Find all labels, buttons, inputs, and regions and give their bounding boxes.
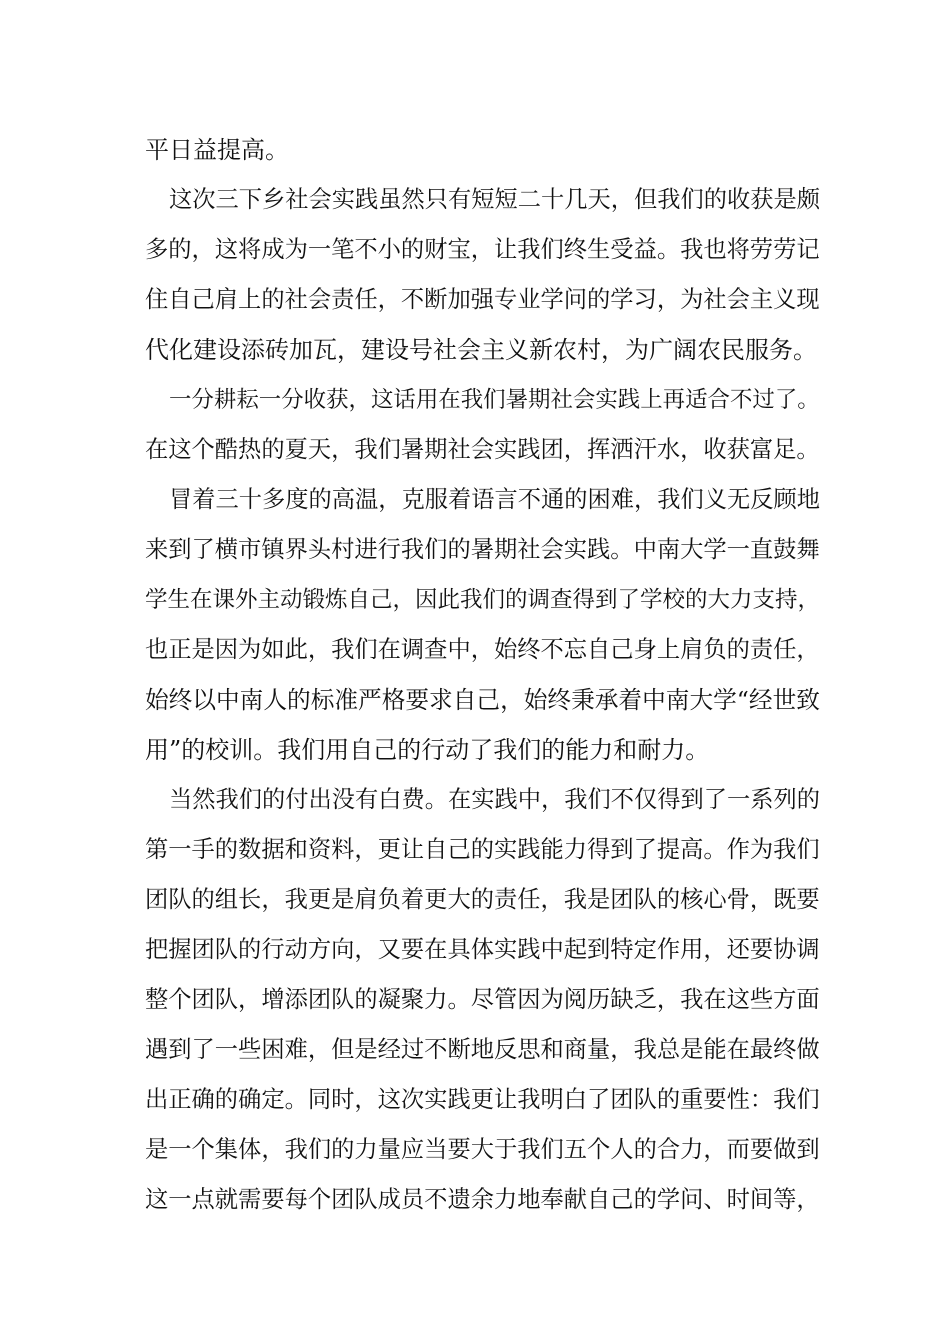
text-line: 冒着三十多度的高温，克服着语言不通的困难，我们义无反顾地 bbox=[169, 486, 821, 513]
text-line: 第一手的数据和资料，更让自己的实践能力得到了提高。作为我们 bbox=[145, 836, 820, 863]
text-line: 在这个酷热的夏天，我们暑期社会实践团，挥洒汗水，收获富足。 bbox=[145, 436, 820, 463]
text-line: 学生在课外主动锻炼自己，因此我们的调查得到了学校的大力支持， bbox=[145, 587, 821, 613]
text-line: 这次三下乡社会实践虽然只有短短二十几天，但我们的收获是颇 bbox=[169, 186, 821, 213]
text-line: 整个团队，增添团队的凝聚力。尽管因为阅历缺乏，我在这些方面 bbox=[145, 986, 820, 1013]
text-line: 遇到了一些困难，但是经过不断地反思和商量，我总是能在最终做 bbox=[145, 1036, 820, 1063]
text-line: 多的，这将成为一笔不小的财宝，让我们终生受益。我也将劳劳记 bbox=[145, 236, 820, 263]
text-line: 是一个集体，我们的力量应当要大于我们五个人的合力，而要做到 bbox=[145, 1136, 820, 1163]
text-line: 这一点就需要每个团队成员不遗余力地奉献自己的学问、时间等， bbox=[145, 1186, 820, 1213]
text-line: 也正是因为如此，我们在调查中，始终不忘自己身上肩负的责任， bbox=[145, 636, 820, 663]
text-line: 把握团队的行动方向，又要在具体实践中起到特定作用，还要协调 bbox=[145, 936, 820, 963]
text-line: 来到了横市镇界头村进行我们的暑期社会实践。中南大学一直鼓舞 bbox=[145, 536, 820, 563]
text-line: 始终以中南人的标准严格要求自己，始终秉承着中南大学“经世致 bbox=[145, 686, 820, 714]
text-line: 代化建设添砖加瓦，建设号社会主义新农村，为广阔农民服务。 bbox=[145, 336, 817, 364]
text-line: 平日益提高。 bbox=[145, 136, 289, 164]
text-line: 住自己肩上的社会责任，不断加强专业学问的学习，为社会主义现 bbox=[145, 286, 820, 313]
text-line: 当然我们的付出没有白费。在实践中，我们不仅得到了一系列的 bbox=[169, 786, 821, 813]
text-line: 出正确的确定。同时，这次实践更让我明白了团队的重要性：我们 bbox=[145, 1086, 820, 1113]
text-line: 团队的组长，我更是肩负着更大的责任，我是团队的核心骨，既要 bbox=[145, 886, 820, 913]
text-line: 用”的校训。我们用自己的行动了我们的能力和耐力。 bbox=[145, 736, 710, 764]
text-line: 一分耕耘一分收获，这话用在我们暑期社会实践上再适合不过了。 bbox=[169, 387, 820, 413]
